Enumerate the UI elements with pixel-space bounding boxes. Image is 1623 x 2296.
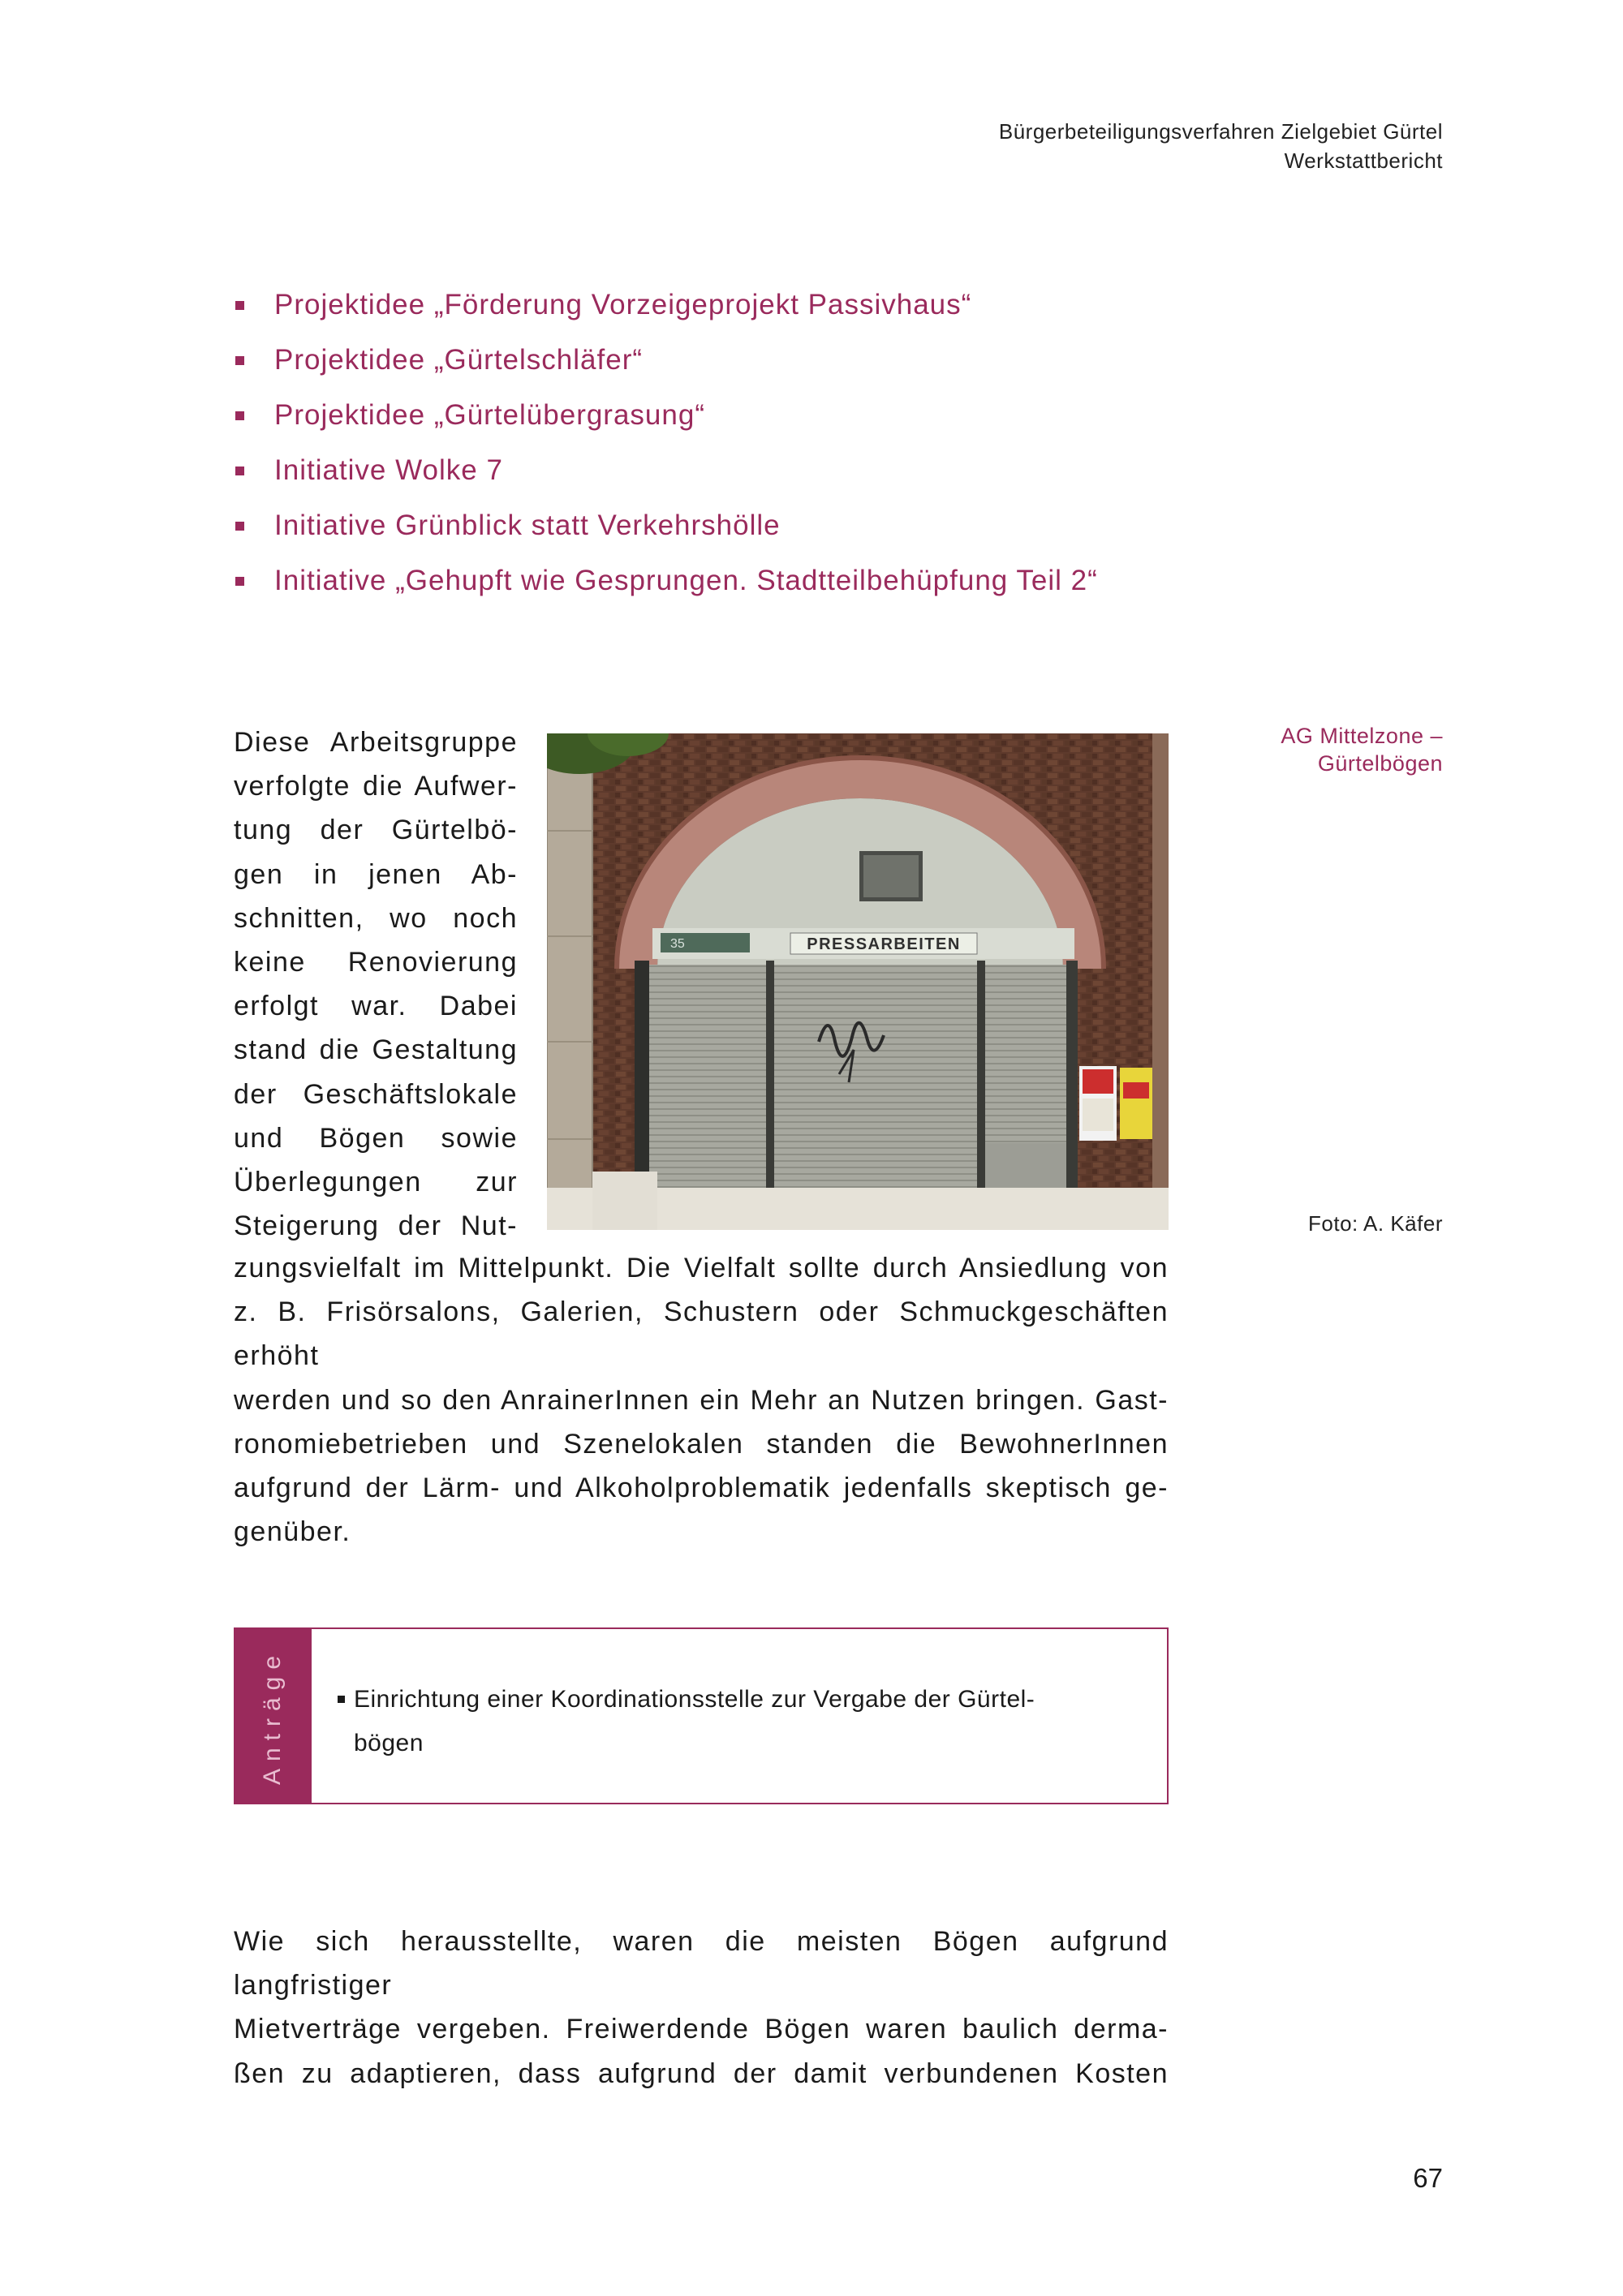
antraege-item (354, 1678, 1068, 1765)
text-line: und Bögen sowie (234, 1122, 518, 1154)
text-line: stand die Gestaltung (234, 1034, 518, 1066)
paragraph-wrapped (234, 720, 518, 1248)
list-item (234, 498, 1098, 553)
text-line: tung der Gürtelbö- (234, 815, 518, 846)
text-line: der Geschäftslokale (234, 1078, 518, 1110)
photo-gurtelbogen (547, 733, 1169, 1230)
project-list (234, 277, 1098, 608)
text-line: Mietverträge vergeben. Freiwerdende Bögen waren baulich derma- (234, 2014, 1169, 2045)
text-line: gen in jenen Ab- (234, 858, 518, 890)
text-line: genüber. (234, 1516, 351, 1548)
text-line: werden und so den AnrainerInnen ein Mehr an Nutzen bringen. Gast- (234, 1384, 1169, 1416)
text-line: Diese Arbeitsgruppe (234, 727, 518, 758)
list-item-label: Initiative „Gehupft wie Gesprungen. Stadtteilbehüpfung Teil 2“ (274, 565, 1098, 596)
list-item (234, 443, 1098, 498)
antraege-box (234, 1627, 1169, 1804)
text-line: aufgrund der Lärm- und Alkoholproblematik jedenfalls skeptisch ge- (234, 1473, 1169, 1504)
list-item (234, 277, 1098, 333)
antraege-tab (234, 1627, 312, 1804)
text-line: verfolgte die Aufwer- (234, 771, 518, 802)
text-line: Überlegungen zur (234, 1167, 518, 1198)
list-item (234, 388, 1098, 443)
running-header (999, 117, 1443, 175)
text-line: schnitten, wo noch (234, 902, 518, 934)
side-label-line: Gürtelbögen (1317, 751, 1443, 776)
section-side-label (1281, 722, 1443, 777)
house-number: 35 (670, 937, 685, 951)
bullet-square-icon (235, 301, 244, 310)
text-line: Steigerung der Nut- (234, 1210, 518, 1242)
text-line: zungsvielfalt im Mittelpunkt. Die Vielfalt sollte durch Ansiedlung von (234, 1253, 1169, 1283)
list-item-label: Projektidee „Gürtelschläfer“ (274, 344, 643, 376)
antraege-item-line: bögen (354, 1730, 424, 1756)
list-item (234, 553, 1098, 608)
page-number: 67 (1413, 2163, 1443, 2193)
header-title: Bürgerbeteiligungsverfahren Zielgebiet Gürtel (998, 119, 1443, 144)
sign-text: PRESSARBEITEN (807, 935, 961, 953)
list-item-label: Initiative Grünblick statt Verkehrshölle (274, 510, 781, 541)
bullet-square-icon (235, 356, 244, 365)
list-item-label: Projektidee „Gürtelübergrasung“ (274, 399, 705, 431)
bullet-square-icon (235, 522, 244, 531)
antraege-item-line: Einrichtung einer Koordinationsstelle zur Vergabe der Gürtel- (354, 1686, 1035, 1713)
paragraph-final (234, 1920, 1169, 2096)
photo-credit: Foto: A. Käfer (1308, 1211, 1443, 1236)
bullet-square-icon (338, 1696, 345, 1703)
bullet-square-icon (235, 467, 244, 475)
bullet-square-icon (235, 577, 244, 586)
list-item (234, 333, 1098, 388)
text-line: ronomiebetrieben und Szenelokalen standen die BewohnerInnen (234, 1428, 1169, 1460)
paragraph-continued (234, 1246, 1169, 1554)
list-item-label: Initiative Wolke 7 (274, 454, 503, 486)
text-line: Wie sich herausstellte, waren die meisten Bögen aufgrund langfristiger (234, 1926, 1169, 2001)
side-label-line: AG Mittelzone – (1281, 724, 1443, 748)
header-subtitle: Werkstattbericht (1284, 148, 1443, 173)
text-line: z. B. Frisörsalons, Galerien, Schustern oder Schmuckgeschäften erhöht (234, 1296, 1169, 1372)
text-line: ßen zu adaptieren, dass aufgrund der damit verbundenen Kosten (234, 2057, 1169, 2089)
text-line: keine Renovierung (234, 947, 518, 978)
text-line: erfolgt war. Dabei (234, 991, 518, 1022)
list-item-label: Projektidee „Förderung Vorzeigeprojekt Passivhaus“ (274, 289, 972, 320)
bullet-square-icon (235, 411, 244, 420)
antraege-tab-label: Anträge (259, 1648, 286, 1786)
